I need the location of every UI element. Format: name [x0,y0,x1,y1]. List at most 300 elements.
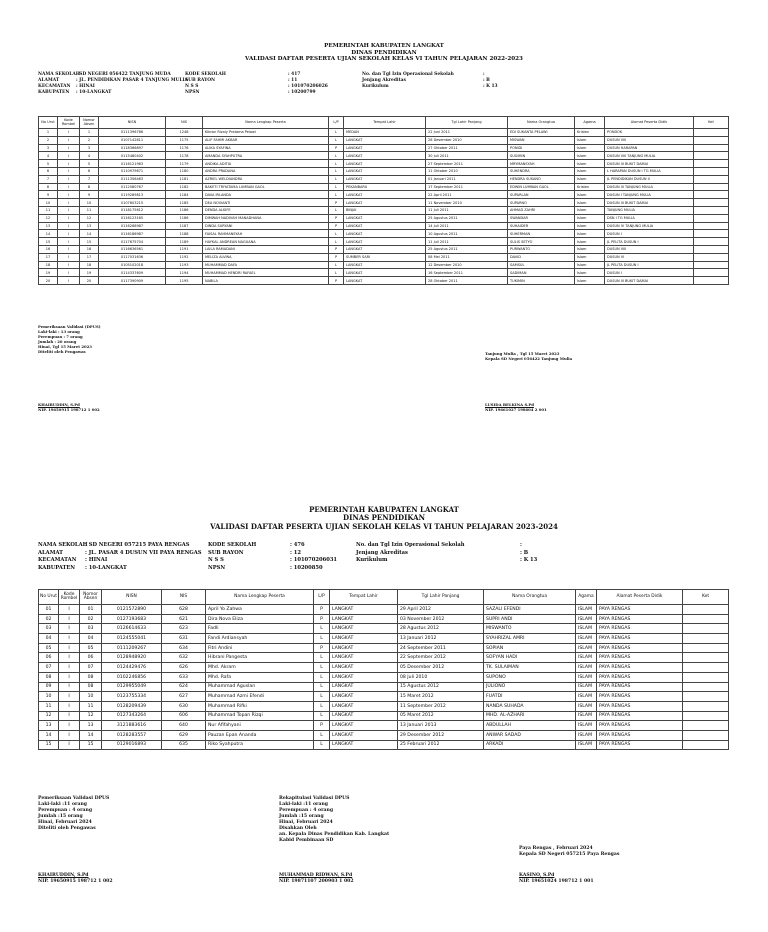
cell-tempat-lahir: LANGKAT [330,692,398,702]
cell-no-urut: 2 [39,136,58,144]
cell-nisn: 0107142811 [99,136,166,144]
cell-agama: Islam [575,277,605,285]
column-header-ket: Ket [694,117,729,129]
table-row [39,614,729,624]
cell-alamat: DUSUN III TANJUNG MULIA [605,183,694,191]
cell-tgl-lahir: 05 Desember 2012 [398,663,484,673]
cell-nama: AMANDA SYAHPUTRA [203,152,329,160]
cell-nama: FAISAL RAHMANSYAH [203,230,329,238]
column-header-lp: L/P [314,590,330,605]
cell-agama: ISLAM [576,605,597,615]
cell-alamat: DSN I TG MULIA [605,214,694,222]
cell-nisn: 0128283557 [102,730,162,740]
cell-alamat: PAYA RENGAS [597,740,683,750]
table-row [39,167,729,175]
cell-tgl-lahir: 17 September 2011 [426,183,508,191]
cell-kode-rombel: I [59,614,80,624]
cell-nama-orangtua: JULIONO [484,682,576,692]
cell-nisn: 0111356463 [99,175,166,183]
cell-nisn: 0124429476 [102,663,162,673]
cell-tempat-lahir: LANGKAT [344,191,426,199]
cell-tgl-lahir: 16 September 2011 [426,269,508,277]
cell-lp: L [329,152,344,160]
cell-nama: BAKETI TRIYATAMA LUMBAN GAOL [203,183,329,191]
cell-nomor-absen: 3 [80,144,99,152]
info-row: Kurikulum : K 13 [362,83,498,89]
cell-no-urut: 07 [39,663,59,673]
cell-ket [694,199,729,207]
cell-kode-rombel: I [58,230,80,238]
cell-no-urut: 12 [39,214,58,222]
cell-nis: 633 [162,672,206,682]
cell-kode-rombel: I [58,277,80,285]
info-row: N S S : 101070206031 [208,557,338,564]
cell-ket [694,144,729,152]
info-row: KECAMATAN : HINAI [38,83,95,89]
cell-nama: DAVA IRLANDA [203,191,329,199]
cell-no-urut: 3 [39,144,58,152]
cell-tempat-lahir: LANGKAT [344,214,426,222]
info-row: KABUPATEN : 10-LANGKAT [38,89,112,95]
cell-alamat: PAYA RENGAS [597,605,683,615]
table-row [39,238,729,246]
cell-tempat-lahir: LANGKAT [330,605,398,615]
cell-nis: 1175 [166,136,203,144]
cell-nis: 635 [162,740,206,750]
cell-no-urut: 09 [39,682,59,692]
cell-agama: Islam [575,175,605,183]
cell-ket [683,701,729,711]
info-row: SUB RAYON : 11 [185,77,298,83]
cell-kode-rombel: I [59,721,80,731]
cell-tempat-lahir: LANGKAT [344,269,426,277]
cell-alamat: DUSUN I [605,269,694,277]
cell-nama-orangtua: TK. SULAIMAN [484,663,576,673]
sheet1-header [0,43,768,63]
cell-nisn: 0102246856 [102,672,162,682]
cell-lp: L [329,129,344,137]
cell-nisn: 0127193683 [102,614,162,624]
table-row [39,152,729,160]
cell-ket [694,222,729,230]
column-header-nama: Nama Lengkap Peserta [203,117,329,129]
cell-nisn: 0128209439 [102,701,162,711]
cell-nomor-absen: 6 [80,167,99,175]
cell-lp: P [329,245,344,253]
cell-no-urut: 13 [39,721,59,731]
cell-nis: 1195 [166,277,203,285]
cell-nis: 1178 [166,152,203,160]
cell-nama: NABILA [203,277,329,285]
info-row: No. dan Tgl Izin Operasional Sekolah : [356,542,522,548]
cell-tgl-lahir: 10 Agustus 2011 [426,230,508,238]
recap-total-count: Jumlah :15 orang [279,813,324,819]
recap-division-head: Kabid Pembinaan SD [279,837,334,843]
place-date: Paya Rengas , Februari 2024 [519,846,593,851]
table-row [39,253,729,261]
cell-nama: AZRIEL WELDIANDRA [203,175,329,183]
sheet2-participant-table [38,589,729,750]
cell-tempat-lahir: LANGKAT [330,701,398,711]
signatory-name: MUHAMMAD RIDWAN, S.Pd [279,873,353,878]
cell-agama: ISLAM [576,711,597,721]
column-header-tempat-lahir: Tempat Lahir [330,590,398,605]
cell-nama: MUHAMMAD DAFA [203,261,329,269]
cell-ket [694,230,729,238]
cell-agama: ISLAM [576,653,597,663]
cell-ket [694,261,729,269]
sheet1-signature-right [485,403,547,413]
cell-nama: Mhd. Rafa [206,672,314,682]
cell-nama: Mhd. Akram [206,663,314,673]
cell-lp: L [314,682,330,692]
cell-nama: ANDRA PRADANA [203,167,329,175]
cell-agama: Islam [575,238,605,246]
table-row [39,277,729,285]
cell-tempat-lahir: LANGKAT [330,634,398,644]
cell-ket [683,692,729,702]
cell-nis: 1184 [166,191,203,199]
cell-nama: HAYKAL ANDREAN NAGUANA [203,238,329,246]
cell-nama-orangtua: ANWAR SADAD [484,730,576,740]
cell-nis: 1188 [166,230,203,238]
cell-nis: 623 [162,624,206,634]
cell-ket [694,129,729,137]
cell-nis: 1180 [166,167,203,175]
cell-nama: Fitri Andini [206,643,314,653]
cell-nomor-absen: 06 [80,653,102,663]
cell-kode-rombel: I [59,663,80,673]
cell-tgl-lahir: 27 Oktober 2011 [426,144,508,152]
cell-tgl-lahir: 25 Februari 2012 [398,740,484,750]
principal-title: Kepala SD Negeri 057215 Paya Rengas [519,851,620,857]
cell-nomor-absen: 15 [80,740,102,750]
sheet2-recapitulation [279,796,389,844]
cell-nama: ANDIKA ADITIA [203,160,329,168]
column-header-tempat-lahir: Tempat Lahir [344,117,426,129]
cell-tgl-lahir: 12 Desember 2010 [426,261,508,269]
cell-nama: Riko Syahputra [206,740,314,750]
column-header-nama-orangtua: Nama Orangtua [508,117,575,129]
cell-lp: L [329,160,344,168]
table-row [39,605,729,615]
cell-tempat-lahir: LANGKAT [330,643,398,653]
cell-nisn: 0111396766 [99,129,166,137]
info-row: KECAMATAN : HINAI [38,557,108,564]
header-title: VALIDASI DAFTAR PESERTA UJIAN SEKOLAH KELAS VI TAHUN PELAJARAN 2022-2023 [245,56,523,63]
cell-tempat-lahir: BINJAI [344,206,426,214]
cell-no-urut: 15 [39,740,59,750]
cell-tgl-lahir: 22 Juni 2011 [426,129,508,137]
cell-no-urut: 10 [39,199,58,207]
table-header-row [39,117,729,129]
cell-agama: Kristen [575,183,605,191]
info-row: N S S : 101070206026 [185,83,328,89]
cell-ket [694,238,729,246]
cell-nama: Muhammad Azmi Efendi [206,692,314,702]
cell-nomor-absen: 10 [80,199,99,207]
cell-lp: L [329,167,344,175]
cell-tempat-lahir: LANGKAT [330,663,398,673]
table-row [39,682,729,692]
cell-tempat-lahir: PEKANBARU [344,183,426,191]
cell-nomor-absen: 2 [80,136,99,144]
cell-nama-orangtua: SUPRI ANDI [484,614,576,624]
cell-tgl-lahir: 13 Januari 2012 [398,634,484,644]
cell-nomor-absen: 17 [80,253,99,261]
cell-ket [683,682,729,692]
info-row: Kurikulum : K 13 [356,557,538,564]
cell-no-urut: 06 [39,653,59,663]
column-header-alamat: Alamat Peserta Didik [605,117,694,129]
cell-nama: ALIKA SYAFINA [203,144,329,152]
cell-nisn: 0107603215 [99,199,166,207]
table-row [39,245,729,253]
cell-alamat: PAYA RENGAS [597,653,683,663]
cell-nama-orangtua: SUPONO [484,672,576,682]
cell-ket [683,624,729,634]
cell-nis: 1191 [166,245,203,253]
cell-nisn: 0116123165 [99,214,166,222]
info-row: NAMA SEKOLAH: SD NEGERI 057215 PAYA RENGAS [38,542,190,548]
cell-ket [683,605,729,615]
cell-alamat: DUSUN III BUKIT DAMAI [605,277,694,285]
cell-alamat: TANJUNG MULIA [605,206,694,214]
cell-nama: LAILA RAMADANI [203,245,329,253]
cell-tgl-lahir: 29 Desember 2012 [398,730,484,740]
cell-agama: ISLAM [576,740,597,750]
column-header-nama: Nama Lengkap Peserta [206,590,314,605]
cell-no-urut: 11 [39,206,58,214]
table-row [39,129,729,137]
cell-tgl-lahir: 30 Juli 2011 [426,152,508,160]
cell-nomor-absen: 10 [80,692,102,702]
cell-nama: Fandi Ardiansyah [206,634,314,644]
cell-nama-orangtua: SADIMAN [508,269,575,277]
cell-agama: ISLAM [576,624,597,634]
cell-nis: 1192 [166,253,203,261]
cell-nomor-absen: 14 [80,230,99,238]
header-title: VALIDASI DAFTAR PESERTA UJIAN SEKOLAH KELAS VI TAHUN PELAJARAN 2023-2024 [210,521,558,531]
cell-no-urut: 6 [39,167,58,175]
table-row [39,136,729,144]
cell-nisn: 0119289813 [99,191,166,199]
table-row [39,160,729,168]
cell-lp: L [329,206,344,214]
cell-tempat-lahir: LANGKAT [344,167,426,175]
cell-lp: L [314,653,330,663]
cell-nis: 1186 [166,206,203,214]
sheet1-validation-recap [38,325,101,355]
cell-nisn: 0116121963 [99,160,166,168]
cell-tempat-lahir: LANGKAT [344,152,426,160]
cell-kode-rombel: I [59,692,80,702]
cell-alamat: DUSUN VIII TANJUNG MULIA [605,152,694,160]
cell-tgl-lahir: 22 April 2011 [426,191,508,199]
cell-ket [694,136,729,144]
sheet2-principal-block [519,846,619,858]
column-header-ket: Ket [683,590,729,605]
cell-agama: Islam [575,199,605,207]
cell-nama: April Yo Zahwa [206,605,314,615]
cell-nisn: 0117031636 [99,253,166,261]
cell-alamat: DUSUN I TANJUNG MULIA [605,191,694,199]
table-row [39,730,729,740]
cell-nama-orangtua: TUKIMIN [508,277,575,285]
cell-nisn: 0116186987 [99,230,166,238]
cell-lp: L [329,269,344,277]
sheet1-principal-block [485,352,572,362]
cell-alamat: PAYA RENGAS [597,711,683,721]
cell-tempat-lahir: LANGKAT [330,672,398,682]
cell-nis: 630 [162,701,206,711]
cell-kode-rombel: I [58,206,80,214]
cell-agama: ISLAM [576,634,597,644]
cell-nomor-absen: 20 [80,277,99,285]
column-header-no-urut: No Urut [39,590,59,605]
cell-tempat-lahir: LANGKAT [344,144,426,152]
cell-nama-orangtua: SWANDAR [508,214,575,222]
cell-alamat: DUSUN VIII [605,136,694,144]
cell-no-urut: 20 [39,277,58,285]
cell-nama-orangtua: SUPARNO [508,199,575,207]
sheet1-school-info-mid [185,72,328,96]
cell-agama: Islam [575,214,605,222]
cell-nisn: 0114337609 [99,269,166,277]
cell-nis: 628 [162,605,206,615]
cell-agama: ISLAM [576,692,597,702]
cell-kode-rombel: I [59,740,80,750]
column-header-agama: Agama [575,117,605,129]
cell-nis: 632 [162,653,206,663]
table-row [39,191,729,199]
cell-lp: P [329,277,344,285]
cell-nisn: 0129016893 [102,740,162,750]
cell-kode-rombel: I [59,682,80,692]
cell-tempat-lahir: LANGKAT [330,624,398,634]
cell-tempat-lahir: LANGKAT [330,721,398,731]
cell-nama-orangtua: NANDA SUHADA [484,701,576,711]
cell-nisn: 0118175612 [99,206,166,214]
cell-nomor-absen: 12 [80,711,102,721]
cell-agama: Islam [575,206,605,214]
cell-lp: L [314,624,330,634]
cell-lp: P [329,222,344,230]
cell-kode-rombel: I [58,152,80,160]
cell-nama: DENDA ALKIFE [203,206,329,214]
cell-no-urut: 17 [39,253,58,261]
table-row [39,230,729,238]
cell-nama: Kibran Rizaly Pratama Pelawi [203,129,329,137]
cell-nama: Muhammad Rifki [206,701,314,711]
cell-tgl-lahir: 14 Juli 2011 [426,222,508,230]
cell-ket [683,721,729,731]
cell-tempat-lahir: LANGKAT [330,682,398,692]
signatory-nip: NIP. 19650915 198712 1 002 [38,878,113,884]
cell-nis: 1176 [166,144,203,152]
info-row: KABUPATEN : 10-LANGKAT [38,564,127,571]
cell-alamat: JL PENDIDIKAN DUSUN II [605,175,694,183]
cell-lp: L [314,730,330,740]
table-row [39,624,729,634]
table-row [39,144,729,152]
cell-ket [694,160,729,168]
cell-lp: L [329,175,344,183]
cell-nama-orangtua: MHD. AL-AZHARI [484,711,576,721]
cell-nomor-absen: 12 [80,214,99,222]
sheet1-school-info-right [362,72,498,90]
column-header-tgl-lahir: Tgl Lahir Panjang [426,117,508,129]
cell-nomor-absen: 19 [80,269,99,277]
cell-ket [694,152,729,160]
cell-kode-rombel: I [59,653,80,663]
cell-lp: P [314,643,330,653]
column-header-nisn: NISN [99,117,166,129]
cell-kode-rombel: I [58,238,80,246]
cell-agama: Islam [575,230,605,238]
signatory-nip: NIP. 19661027 198604 2 001 [485,406,547,412]
cell-alamat: PAYA RENGAS [597,643,683,653]
cell-nomor-absen: 04 [80,634,102,644]
cell-nis: 606 [162,711,206,721]
cell-tgl-lahir: 29 April 2012 [398,605,484,615]
cell-no-urut: 9 [39,191,58,199]
cell-lp: P [329,214,344,222]
cell-nama-orangtua: FUATDI [484,692,576,702]
cell-no-urut: 18 [39,261,58,269]
cell-nama-orangtua: ARKADI [484,740,576,750]
cell-nama: Fadli [206,624,314,634]
cell-agama: ISLAM [576,730,597,740]
cell-no-urut: 11 [39,701,59,711]
sheet1-participant-table [38,116,729,285]
cell-nis: 624 [162,682,206,692]
recap-total-count: Jumlah :15 orang [38,813,83,819]
cell-nama-orangtua: AHMAD ZAHRI [508,206,575,214]
column-header-nis: NIS [166,117,203,129]
cell-nama-orangtua: SUHENDRA [508,167,575,175]
cell-ket [694,277,729,285]
cell-kode-rombel: I [59,634,80,644]
cell-kode-rombel: I [58,253,80,261]
cell-nis: 626 [162,663,206,673]
cell-nisn: 0124555041 [102,634,162,644]
cell-nama: DIMWAH NADIVAH MANADHANA [203,214,329,222]
cell-nama: Muhammad Aguslan [206,682,314,692]
cell-kode-rombel: I [58,136,80,144]
cell-tgl-lahir: 11 November 2010 [426,199,508,207]
cell-tgl-lahir: 01 Januari 2011 [426,175,508,183]
cell-agama: Islam [575,253,605,261]
recap-checked-by: Diteliti oleh Pengawas [38,348,86,354]
table-row [39,269,729,277]
cell-nisn: 0118366897 [99,144,166,152]
info-row: NPSN : 10200799 [185,89,316,95]
cell-tgl-lahir: 03 November 2012 [398,614,484,624]
column-header-agama: Agama [576,590,597,605]
cell-no-urut: 19 [39,269,58,277]
cell-tgl-lahir: 13 Januari 2013 [398,721,484,731]
cell-lp: P [329,144,344,152]
cell-no-urut: 10 [39,692,59,702]
cell-alamat: DUSUN III BUKIT DAMAI [605,160,694,168]
column-header-nama-orangtua: Nama Orangtua [484,590,576,605]
info-row: No. dan Tgl Izin Operasional Sekolah : [362,72,485,77]
cell-kode-rombel: I [58,269,80,277]
cell-tempat-lahir: LANGKAT [330,653,398,663]
cell-ket [694,175,729,183]
cell-nisn: 0126614633 [102,624,162,634]
